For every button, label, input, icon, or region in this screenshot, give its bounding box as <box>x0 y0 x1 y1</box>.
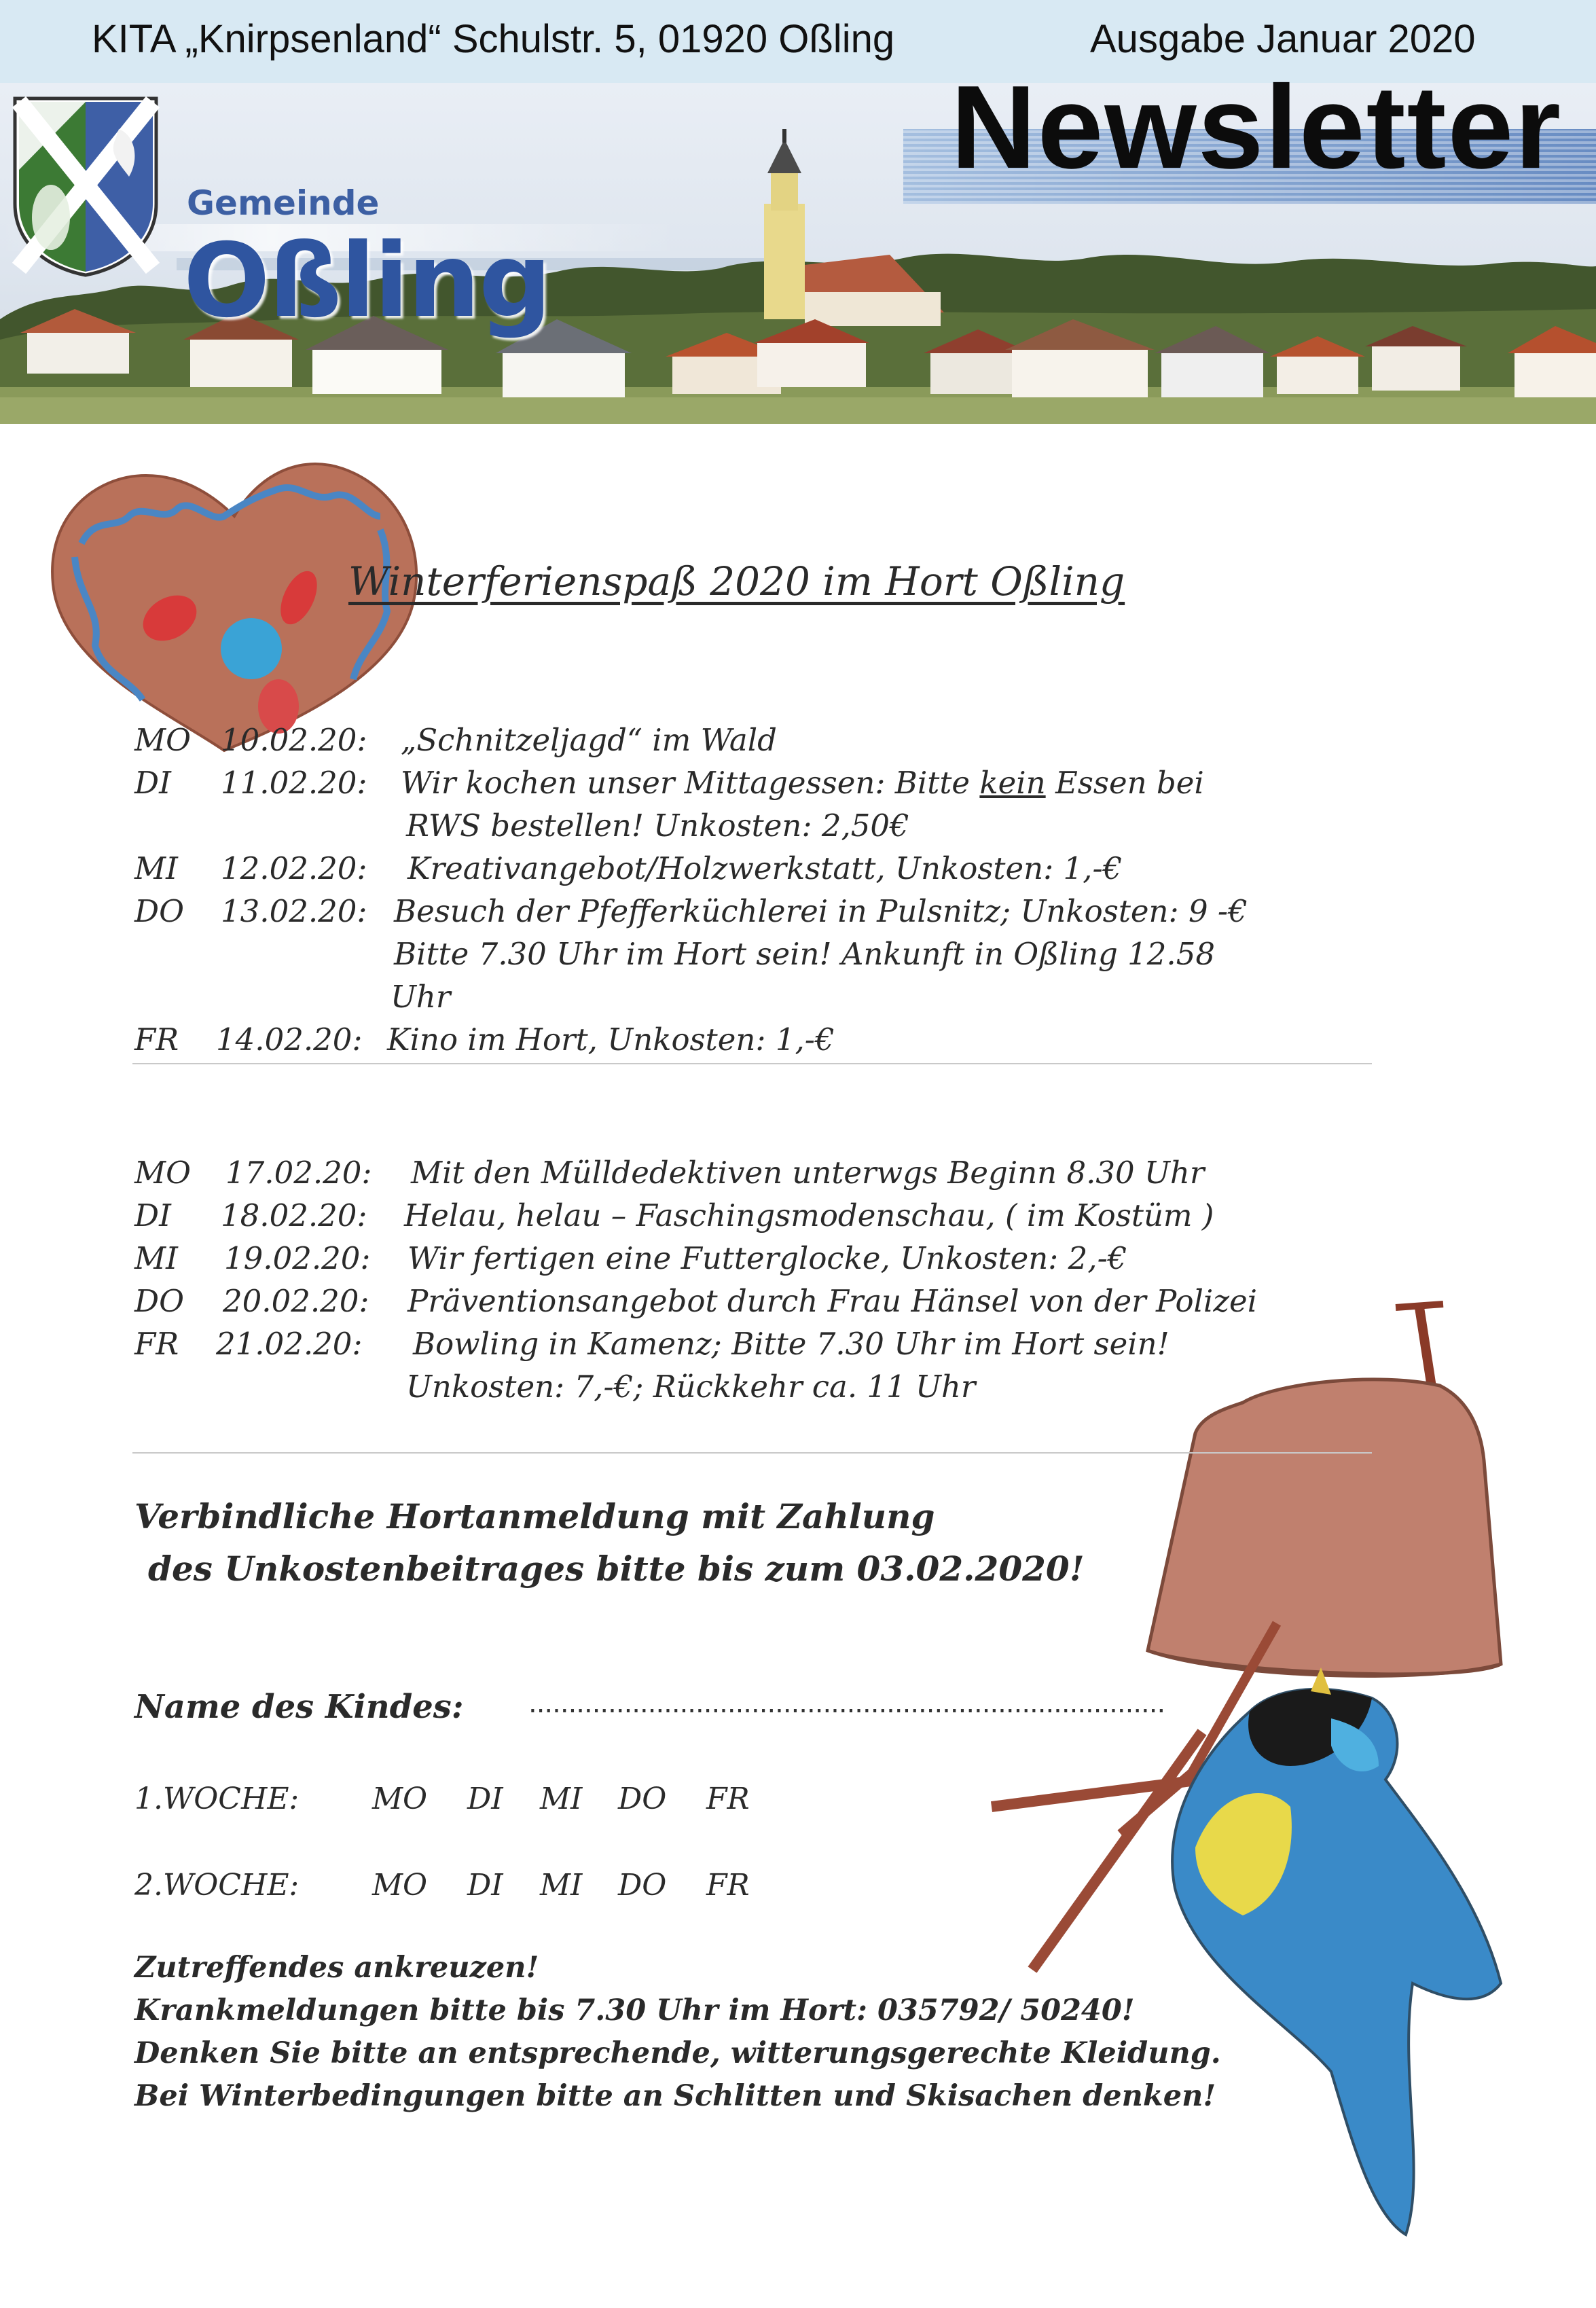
day-option[interactable]: MO <box>372 1782 428 1816</box>
day-option[interactable]: FR <box>706 1782 750 1816</box>
note-line: Denken Sie bitte an entsprechende, witterungsgerechte Kleidung. <box>134 2036 1221 2070</box>
note-line: Zutreffendes ankreuzen! <box>134 1951 539 1985</box>
schedule-row-cont: Uhr <box>391 979 451 1015</box>
municipality-label: Gemeinde <box>187 183 380 223</box>
issue-date: Ausgabe Januar 2020 <box>1090 17 1476 61</box>
child-name-field[interactable]: ................................................................................ <box>528 1688 1165 1719</box>
emphasized-word: kein <box>979 765 1046 801</box>
day-option[interactable]: DI <box>467 1782 503 1816</box>
day-option[interactable]: FR <box>706 1868 750 1903</box>
divider <box>132 1063 1372 1064</box>
town-name: Oßling <box>183 222 551 340</box>
schedule-row-cont: RWS bestellen! Unkosten: 2,50€ <box>406 808 909 844</box>
gingerbread-heart-icon <box>52 464 416 751</box>
schedule-row-cont: Unkosten: 7,-€; Rückkehr ca. 11 Uhr <box>406 1369 976 1405</box>
day-option[interactable]: DO <box>618 1868 667 1903</box>
newsletter-title: Newsletter <box>950 60 1562 193</box>
day-option[interactable]: MI <box>540 1782 583 1816</box>
registration-notice-line1: Verbindliche Hortanmeldung mit Zahlung <box>134 1496 935 1536</box>
day-option[interactable]: MI <box>540 1868 583 1903</box>
day-option[interactable]: DO <box>618 1782 667 1816</box>
note-line: Krankmeldungen bitte bis 7.30 Uhr im Hort: 035792/ 50240! <box>134 1994 1135 2027</box>
divider <box>132 1452 1372 1454</box>
schedule-row-cont: Bitte 7.30 Uhr im Hort sein! Ankunft in Oßling 12.58 <box>394 936 1215 972</box>
flyer-title: Winterferienspaß 2020 im Hort Oßling <box>348 558 1125 605</box>
child-name-label: Name des Kindes: <box>134 1688 464 1726</box>
day-option[interactable]: MO <box>372 1868 428 1903</box>
note-line: Bei Winterbedingungen bitte an Schlitten und Skisachen denken! <box>134 2079 1216 2113</box>
kita-address: KITA „Knirpsenland“ Schulstr. 5, 01920 Oßling <box>92 17 895 61</box>
registration-notice-line2: des Unkostenbeitrages bitte bis zum 03.02.2020! <box>148 1549 1085 1589</box>
day-option[interactable]: DI <box>467 1868 503 1903</box>
